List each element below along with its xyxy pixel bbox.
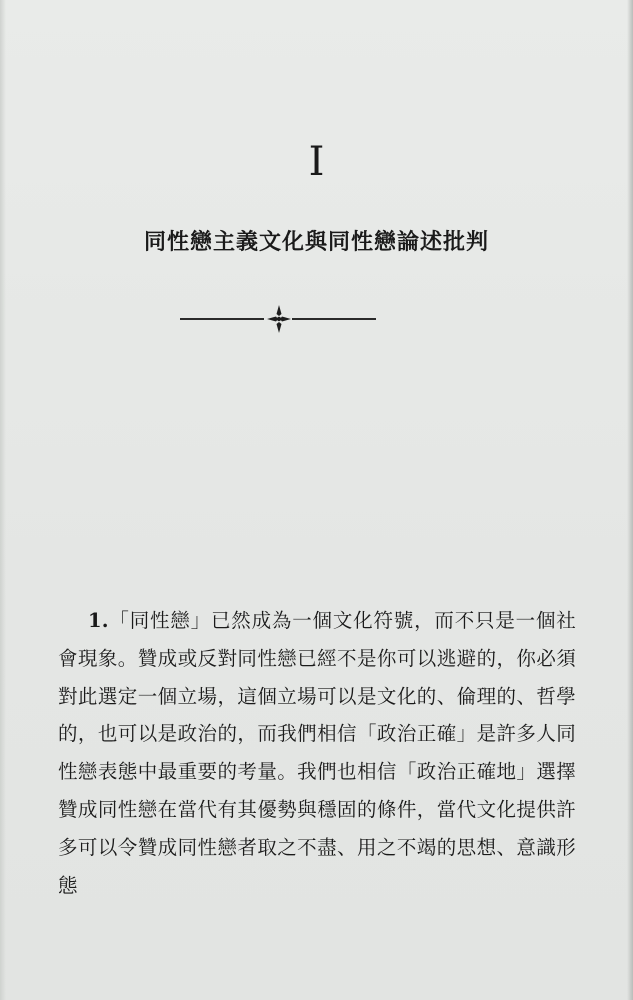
chapter-title: 同性戀主義文化與同性戀論述批判 [143, 229, 489, 255]
ornament-divider [0, 304, 633, 334]
divider-rule-right [292, 318, 376, 320]
divider-rule-left [180, 318, 264, 320]
paragraph-text: 「同性戀」已然成為一個文化符號，而不只是一個社會現象。贊成或反對同性戀已經不是你可以逃避的，你必須對此選定一個立場，這個立場可以是文化的、倫理的、哲學的，也可以是政治的，而我們相信「政治正確」是許多人同性戀表態中最重要的考量。我們也相信「政治正確地」選擇贊成同性戀在當代有其優勢與穩固的條件，當代文化提供許多可以令贊成同性戀者取之不盡、用之不竭的思想、意識形態 [58, 609, 576, 897]
paragraph-number: 1. [88, 609, 109, 632]
body-paragraph [58, 602, 576, 904]
cross-ornament-icon [266, 304, 292, 334]
chapter-numeral: I [308, 139, 325, 185]
